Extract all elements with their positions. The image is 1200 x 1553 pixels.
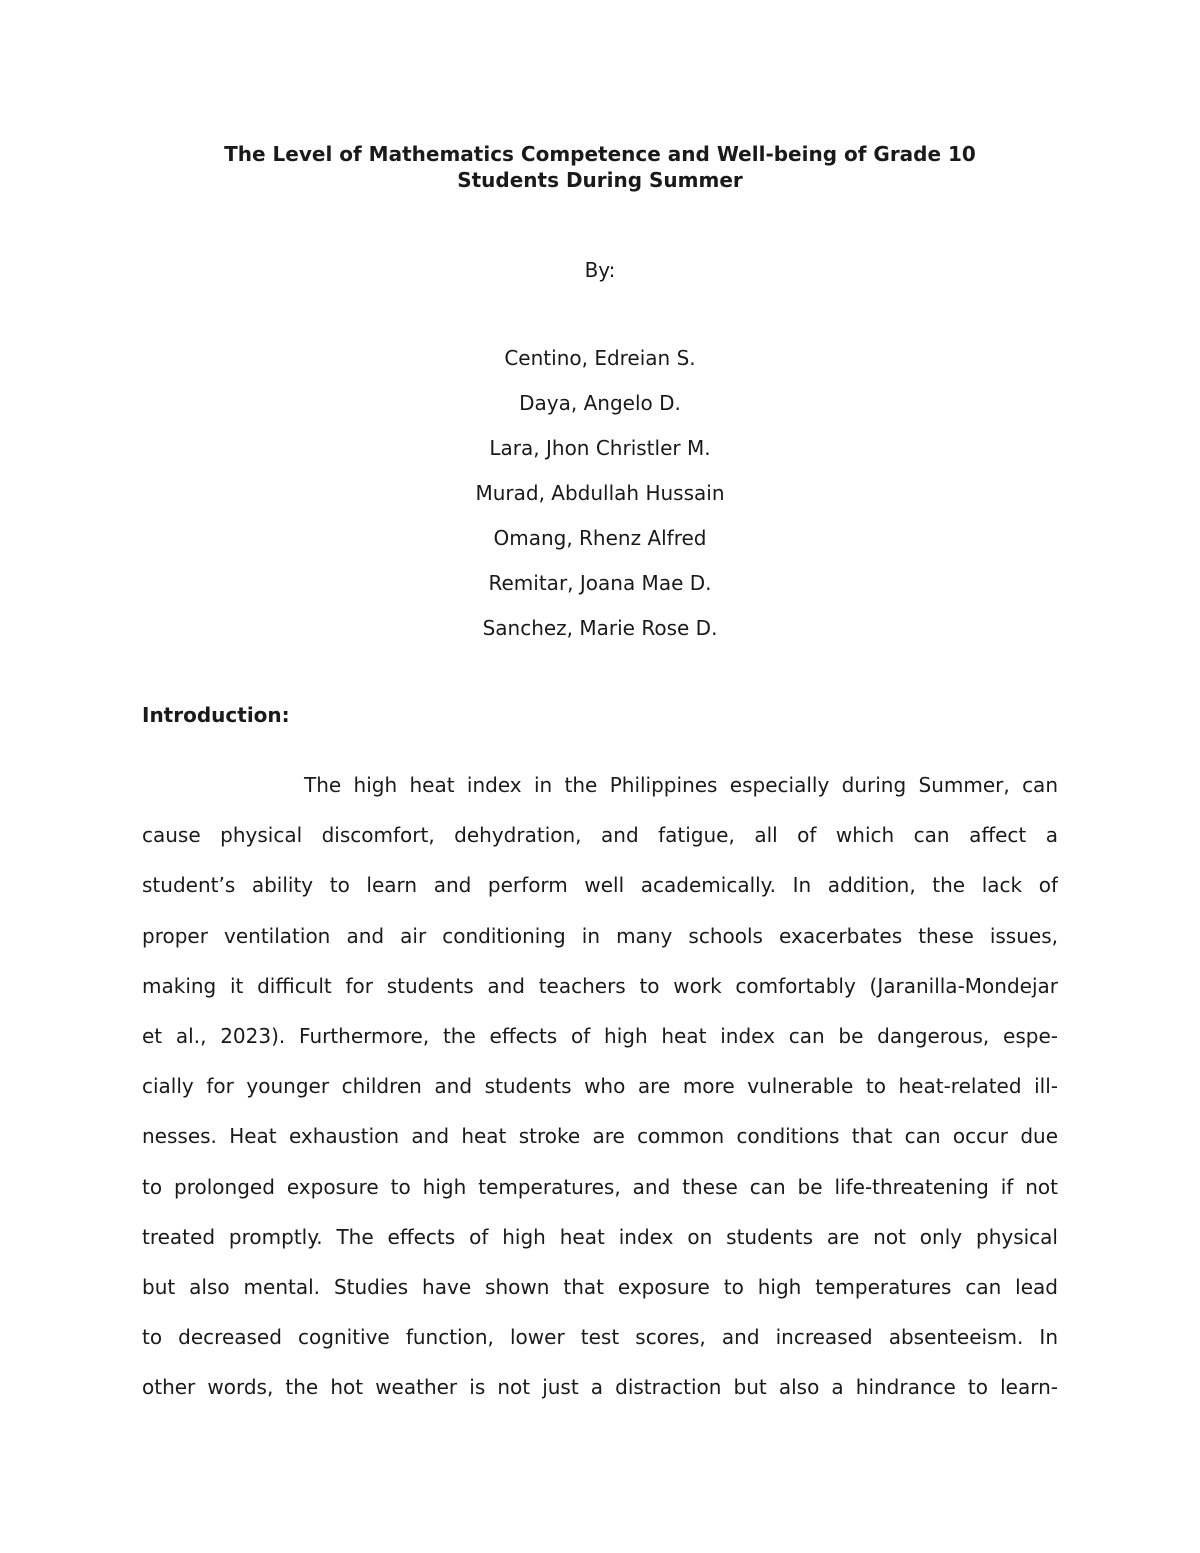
paragraph-line: cause physical discomfort, dehydration, and fatigue, all of which can affect a: [142, 823, 1058, 848]
author-name: Omang, Rhenz Alfred: [493, 526, 707, 550]
paragraph-line: cially for younger children and students who are more vulnerable to heat-related ill-: [142, 1074, 1058, 1099]
paragraph-line: other words, the hot weather is not just a distraction but also a hindrance to learn-: [142, 1375, 1058, 1400]
paragraph-line: to prolonged exposure to high temperatures, and these can be life-threatening if not: [142, 1174, 1058, 1199]
document-title: [140, 141, 1060, 193]
author-name: Daya, Angelo D.: [519, 391, 681, 415]
section-heading-introduction: Introduction:: [142, 703, 290, 727]
paragraph-line: proper ventilation and air conditioning in many schools exacerbates these issues,: [142, 923, 1058, 948]
introduction-paragraph: [142, 771, 1058, 1423]
author-name: Sanchez, Marie Rose D.: [482, 616, 718, 640]
author-name: Lara, Jhon Christler M.: [489, 436, 711, 460]
paragraph-line: treated promptly. The effects of high heat index on students are not only physical: [142, 1224, 1058, 1249]
by-label: By:: [584, 258, 616, 282]
paragraph-line: to decreased cognitive function, lower test scores, and increased absenteeism. In: [142, 1325, 1058, 1350]
paragraph-line: but also mental. Studies have shown that exposure to high temperatures can lead: [142, 1274, 1058, 1299]
title-line-1: The Level of Mathematics Competence and Well-being of Grade 10: [224, 142, 976, 166]
paragraph-line: student’s ability to learn and perform well academically. In addition, the lack of: [142, 873, 1058, 898]
paragraph-line: making it difficult for students and teachers to work comfortably (Jaranilla-Mondejar: [142, 973, 1058, 998]
paragraph-line: The high heat index in the Philippines especially during Summer, can: [304, 773, 1058, 797]
title-line-2: Students During Summer: [457, 168, 743, 192]
author-name: Centino, Edreian S.: [504, 346, 696, 370]
author-list: [140, 345, 1060, 660]
author-name: Remitar, Joana Mae D.: [488, 571, 712, 595]
paragraph-line: et al., 2023). Furthermore, the effects of high heat index can be dangerous, espe-: [142, 1023, 1058, 1048]
author-name: Murad, Abdullah Hussain: [475, 481, 725, 505]
paragraph-line: nesses. Heat exhaustion and heat stroke are common conditions that can occur due: [142, 1124, 1058, 1149]
